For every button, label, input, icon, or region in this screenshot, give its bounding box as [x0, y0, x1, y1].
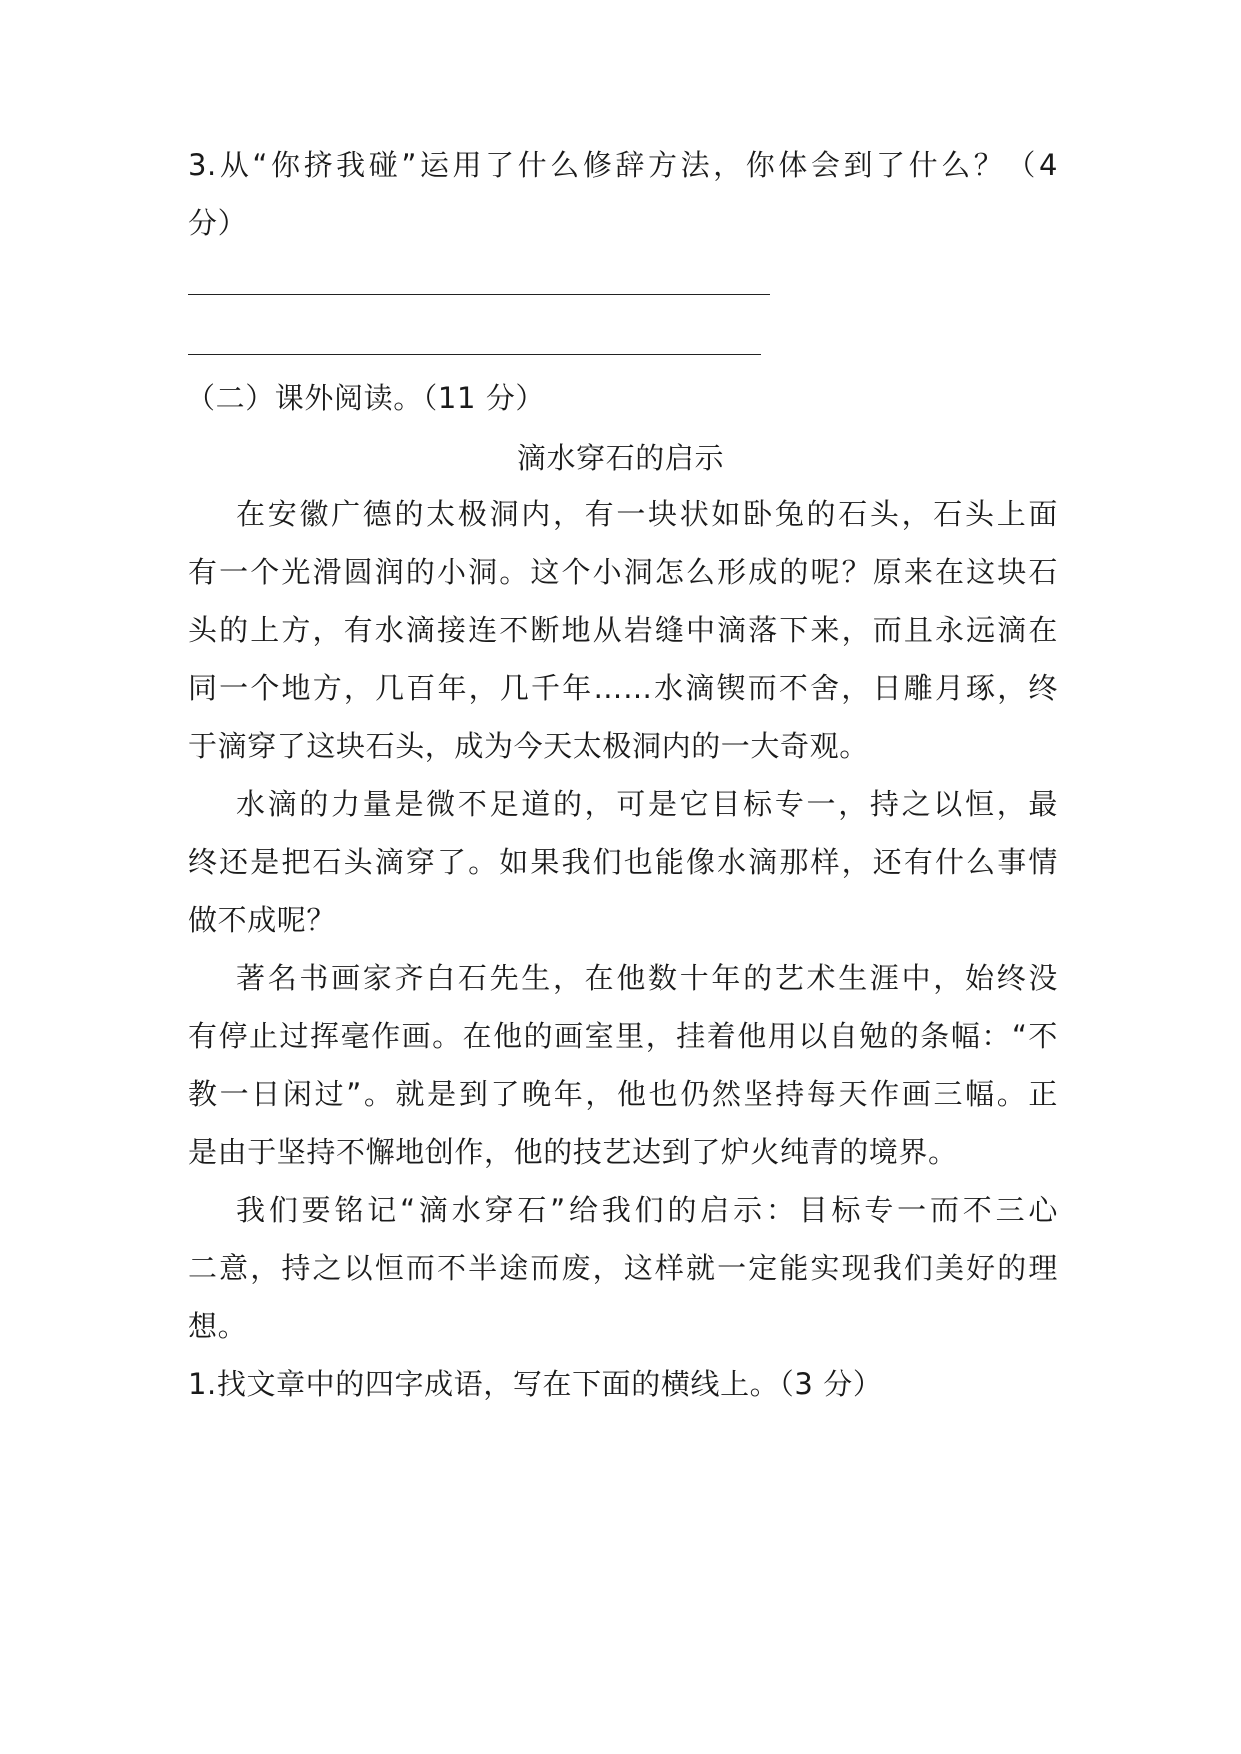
paragraph-2-line-3: 做不成呢？ [188, 903, 337, 937]
paragraph-3-line-1: 著名书画家齐白石先生，在他数十年的艺术生涯中，始终没 [236, 961, 1058, 995]
paragraph-4-line-2: 二意，持之以恒而不半途而废，这样就一定能实现我们美好的理 [188, 1251, 1058, 1285]
question-3-text-line-1: 3.从“你挤我碰”运用了什么修辞方法，你体会到了什么？（4 [188, 148, 1058, 182]
paragraph-1-line-5: 于滴穿了这块石头，成为今天太极洞内的一大奇观。 [188, 729, 869, 763]
question-3-text-line-2: 分） [188, 206, 248, 240]
paragraph-1-line-1: 在安徽广德的太极洞内，有一块状如卧兔的石头，石头上面 [236, 497, 1058, 531]
paragraph-1-line-4: 同一个地方，几百年，几千年……水滴锲而不舍，日雕月琢，终 [188, 671, 1058, 705]
section-heading: （二）课外阅读。（11 分） [186, 381, 546, 415]
paragraph-2-line-1: 水滴的力量是微不足道的，可是它目标专一，持之以恒，最 [236, 787, 1058, 821]
paragraph-4-line-1: 我们要铭记“滴水穿石”给我们的启示：目标专一而不三心 [236, 1193, 1058, 1227]
paragraph-3-line-3: 教一日闲过”。就是到了晚年，他也仍然坚持每天作画三幅。正 [188, 1077, 1058, 1111]
paragraph-1-line-2: 有一个光滑圆润的小洞。这个小洞怎么形成的呢？原来在这块石 [188, 555, 1058, 589]
answer-line-1[interactable] [188, 294, 770, 295]
passage-title: 滴水穿石的启示 [516, 441, 725, 475]
paragraph-2-line-2: 终还是把石头滴穿了。如果我们也能像水滴那样，还有什么事情 [188, 845, 1058, 879]
paragraph-3-line-4: 是由于坚持不懈地创作，他的技艺达到了炉火纯青的境界。 [188, 1135, 958, 1169]
answer-line-2[interactable] [188, 354, 761, 355]
paragraph-4-line-3: 想。 [188, 1309, 248, 1343]
paragraph-1-line-3: 头的上方，有水滴接连不断地从岩缝中滴落下来，而且永远滴在 [188, 613, 1058, 647]
question-1-text: 1.找文章中的四字成语，写在下面的横线上。（3 分） [188, 1367, 883, 1401]
paragraph-3-line-2: 有停止过挥毫作画。在他的画室里，挂着他用以自勉的条幅：“不 [188, 1019, 1058, 1053]
